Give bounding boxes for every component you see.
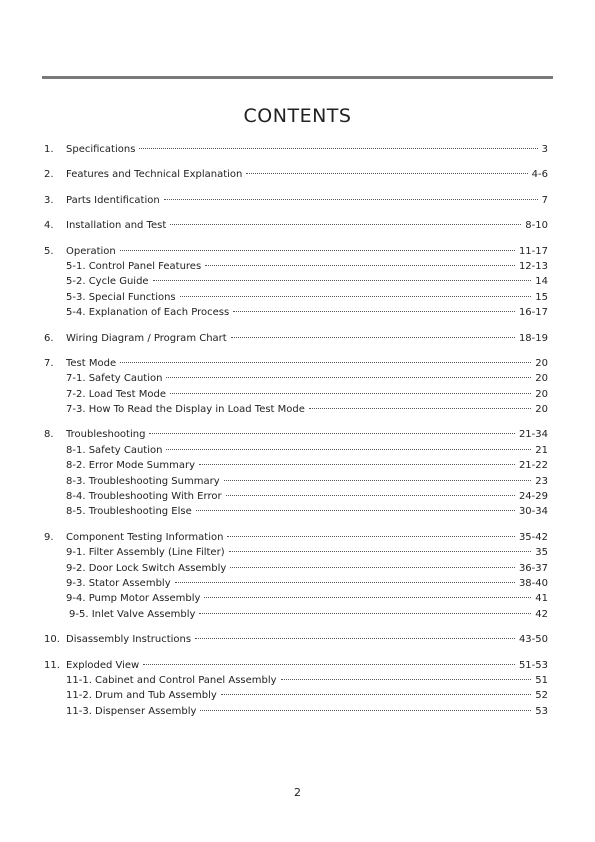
table-of-contents [44,140,548,727]
toc-subentry-page: 23 [535,475,548,487]
dot-leader [139,137,537,149]
toc-section [44,630,548,645]
toc-section [44,656,548,718]
toc-entry-label: Component Testing Information [66,531,224,543]
toc-subentry-label: 5-4. Explanation of Each Process [66,307,230,319]
toc-subentry-page: 30-34 [518,506,548,518]
toc-entry-number: 6. [44,332,54,344]
page-title: CONTENTS [243,104,352,127]
toc-subentry-label: 9-4. Pump Motor Assembly [66,593,201,605]
toc-subentry-label: 7-1. Safety Caution [66,373,163,385]
toc-entry-number: 11. [44,659,60,671]
toc-subentry-label: 11-1. Cabinet and Control Panel Assembly [66,674,277,686]
toc-entry-number: 7. [44,357,54,369]
toc-entry-label: Disassembly Instructions [66,634,192,646]
toc-section [44,140,548,155]
toc-entry-label: Test Mode [66,357,117,369]
toc-section [44,216,548,231]
dot-leader [149,422,515,434]
dot-leader [205,254,515,266]
dot-leader [309,397,531,409]
toc-subentry-page: 42 [535,608,548,620]
dot-leader [281,668,532,680]
dot-leader [200,699,531,711]
toc-subentry-label: 9-1. Filter Assembly (Line Filter) [66,547,225,559]
toc-subentry-page: 20 [535,388,548,400]
toc-subentry-page: 21 [535,444,548,456]
toc-entry[interactable] [44,630,548,645]
toc-subentry-page: 21-22 [518,460,548,472]
dot-leader [180,285,532,297]
toc-entry-label: Parts Identification [66,194,160,206]
toc-subentry-page: 15 [535,291,548,303]
toc-subentry-page: 12-13 [518,260,548,272]
dot-leader [143,653,515,665]
toc-subentry-label: 8-2. Error Mode Summary [66,460,195,472]
toc-entry-number: 3. [44,194,54,206]
dot-leader [175,571,515,583]
toc-entry-number: 9. [44,531,54,543]
dot-leader [195,627,515,639]
dot-leader [120,351,531,363]
toc-section [44,425,548,517]
toc-subentry-label: 5-3. Special Functions [66,291,176,303]
toc-subentry-page: 41 [535,593,548,605]
dot-leader [166,366,531,378]
dot-leader [199,453,515,465]
toc-subentry-label: 8-5. Troubleshooting Else [66,506,192,518]
toc-subentry-page: 20 [535,373,548,385]
toc-subentry-label: 7-3. How To Read the Display in Load Test Mode [66,404,305,416]
toc-entry-label: Troubleshooting [66,429,146,441]
toc-subentry-label: 5-2. Cycle Guide [66,276,149,288]
toc-entry-page: 35-42 [518,531,548,543]
toc-subentry-page: 53 [535,705,548,717]
toc-entry[interactable] [44,216,548,231]
dot-leader [166,438,531,450]
dot-leader [229,540,532,552]
toc-subentry-label: 8-4. Troubleshooting With Error [66,491,222,503]
dot-leader [227,525,514,537]
toc-entry-label: Specifications [66,144,136,155]
toc-subentry[interactable] [44,605,548,620]
dot-leader [221,683,531,695]
toc-subentry-label: 11-2. Drum and Tub Assembly [66,690,217,702]
toc-subentry-label: 9-2. Door Lock Switch Assembly [66,562,227,574]
dot-leader [153,269,532,281]
toc-subentry-label: 9-5. Inlet Valve Assembly [69,608,196,620]
toc-entry-page: 11-17 [518,245,548,257]
toc-entry-page: 4-6 [531,169,548,181]
dot-leader [199,602,531,614]
toc-subentry-page: 36-37 [518,562,548,574]
toc-subentry[interactable] [44,303,548,318]
dot-leader [170,382,531,394]
toc-entry[interactable] [44,165,548,180]
toc-entry-page: 51-53 [518,659,548,671]
toc-subentry-page: 16-17 [518,307,548,319]
toc-entry-label: Exploded View [66,659,140,671]
toc-subentry[interactable] [44,702,548,717]
dot-leader [246,162,527,174]
toc-subentry-page: 38-40 [518,577,548,589]
dot-leader [226,484,515,496]
toc-section [44,528,548,620]
toc-entry-label: Features and Technical Explanation [66,169,243,181]
toc-section [44,242,548,319]
toc-section [44,329,548,344]
toc-entry-page: 20 [535,357,548,369]
toc-entry-page: 21-34 [518,429,548,441]
toc-subentry-page: 24-29 [518,491,548,503]
toc-entry-number: 8. [44,429,54,441]
toc-subentry-page: 35 [535,547,548,559]
dot-leader [164,188,538,200]
toc-entry-page: 43-50 [518,634,548,646]
toc-subentry-page: 51 [535,674,548,686]
toc-section [44,354,548,416]
page-number: 2 [294,786,301,799]
toc-subentry-label: 8-3. Troubleshooting Summary [66,475,220,487]
dot-leader [120,239,515,251]
dot-leader [170,213,521,225]
dot-leader [230,556,515,568]
toc-entry-label: Wiring Diagram / Program Chart [66,332,227,344]
toc-entry-page: 18-19 [518,332,548,344]
toc-entry-page: 3 [541,144,548,155]
dot-leader [196,499,515,511]
toc-entry-page: 7 [541,194,548,206]
toc-subentry-label: 8-1. Safety Caution [66,444,163,456]
toc-entry-number: 2. [44,169,54,181]
toc-entry-label: Operation [66,245,116,257]
toc-subentry-label: 9-3. Stator Assembly [66,577,171,589]
toc-subentry-label: 5-1. Control Panel Features [66,260,202,272]
dot-leader [231,326,515,338]
toc-entry-label: Installation and Test [66,220,167,232]
toc-subentry-label: 11-3. Dispenser Assembly [66,705,197,717]
dot-leader [224,469,532,481]
dot-leader [233,300,515,312]
toc-section [44,191,548,206]
toc-subentry-page: 52 [535,690,548,702]
dot-leader [204,586,531,598]
toc-entry[interactable] [44,191,548,206]
toc-entry[interactable] [44,329,548,344]
toc-entry-number: 4. [44,220,54,232]
toc-subentry[interactable] [44,400,548,415]
toc-entry[interactable] [44,140,548,155]
toc-subentry[interactable] [44,502,548,517]
toc-subentry-page: 20 [535,404,548,416]
toc-entry-number: 5. [44,245,54,257]
toc-section [44,165,548,180]
toc-entry-number: 1. [44,144,54,155]
toc-entry-page: 8-10 [525,220,548,232]
toc-subentry-label: 7-2. Load Test Mode [66,388,166,400]
toc-subentry-page: 14 [535,276,548,288]
top-rule [42,76,553,79]
toc-entry-number: 10. [44,634,60,646]
